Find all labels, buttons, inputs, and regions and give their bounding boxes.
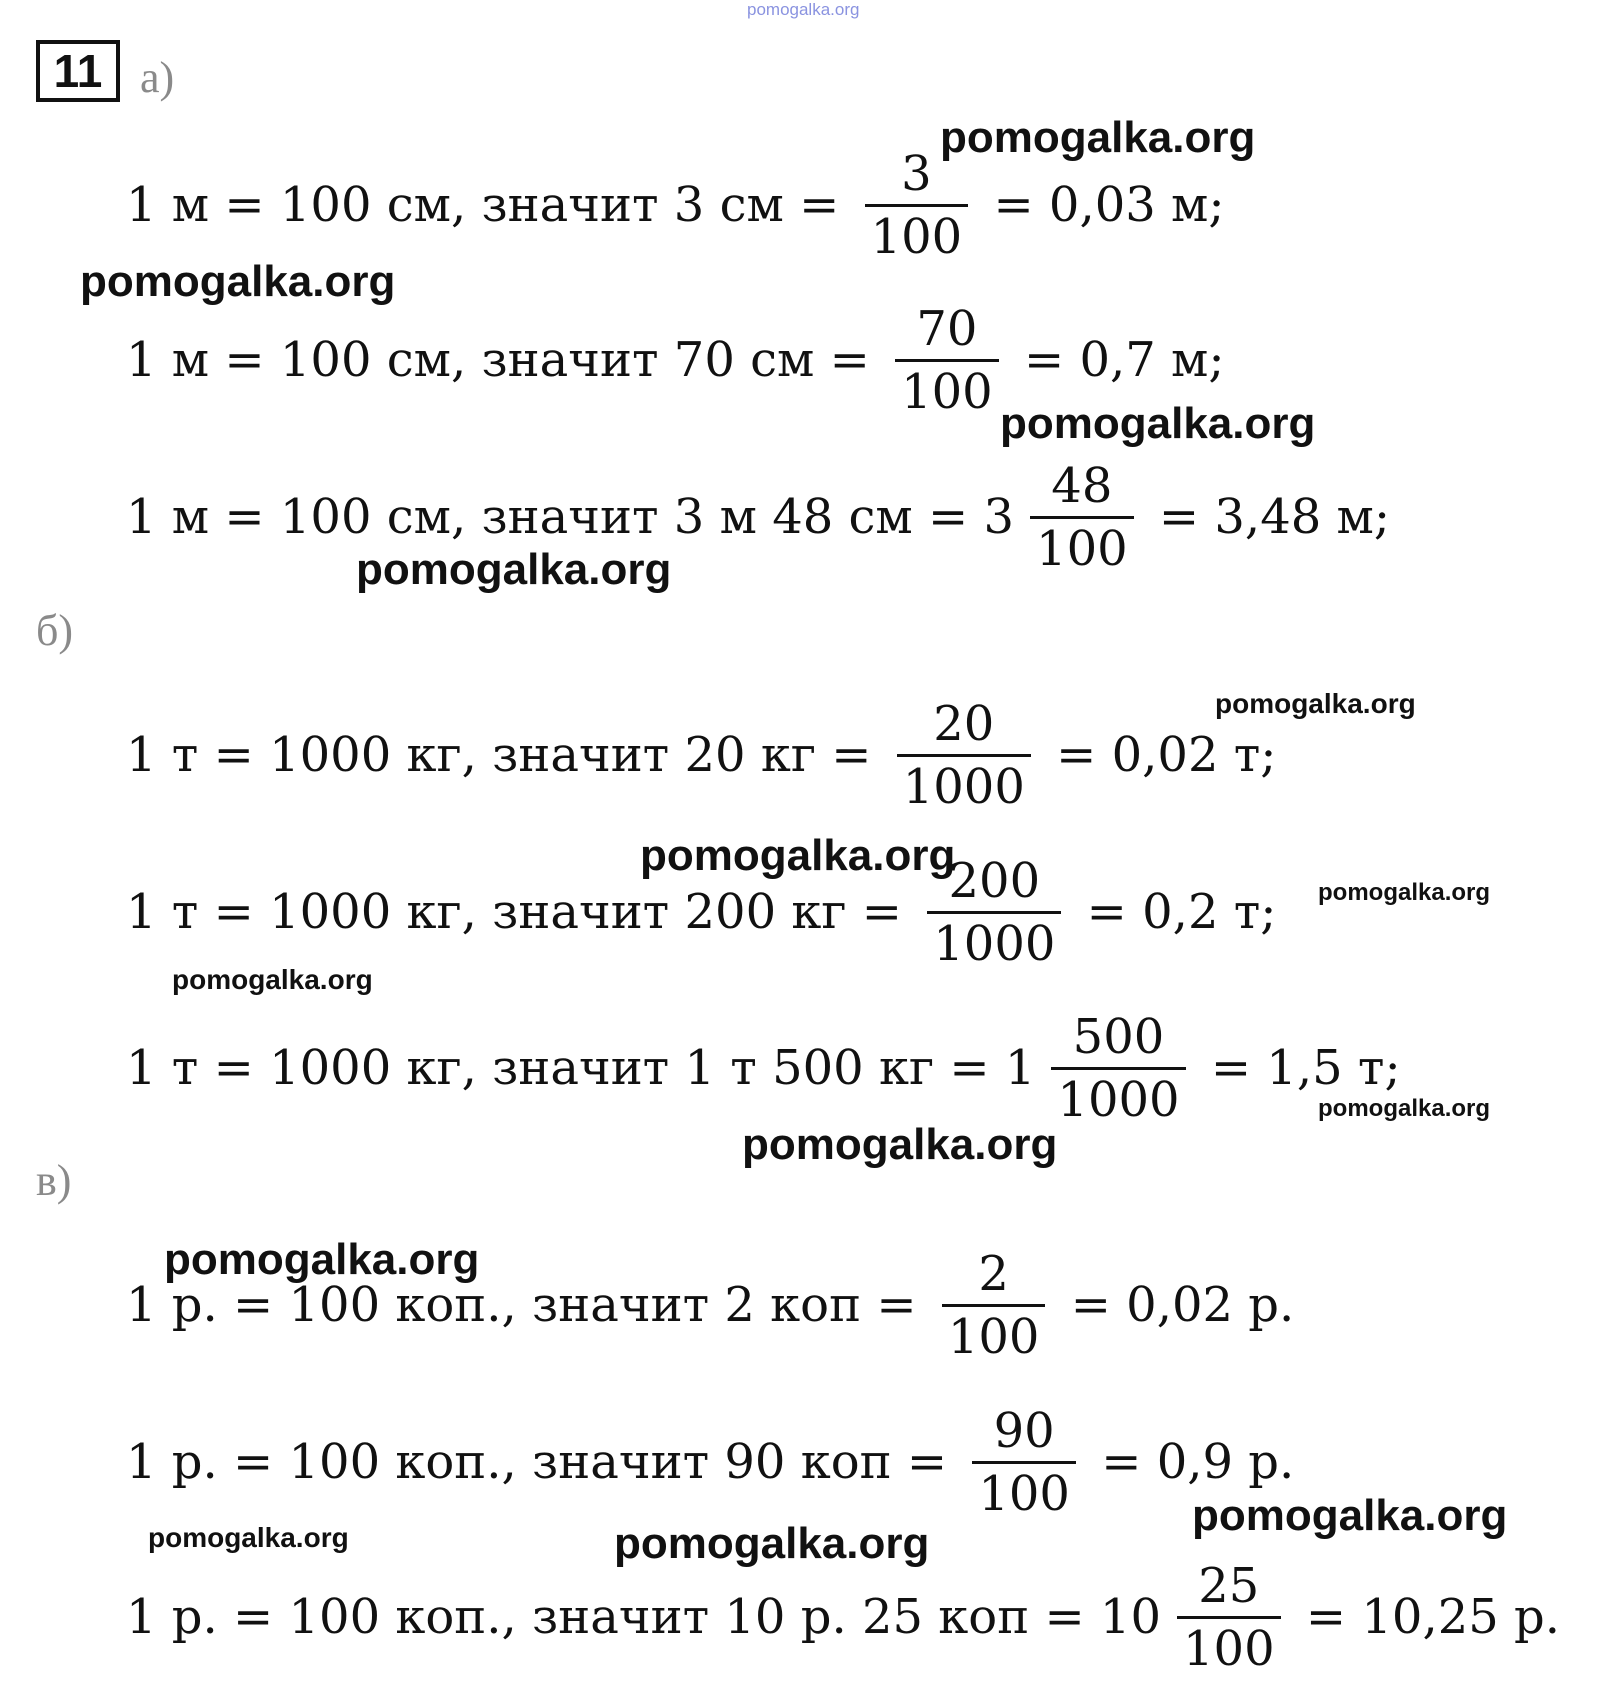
fraction-denominator: 100 xyxy=(978,1465,1070,1522)
part-label-v: в) xyxy=(36,1156,72,1205)
equation-lhs: 1 т = 1000 кг, значит 20 кг = xyxy=(126,727,887,783)
fraction-denominator: 1000 xyxy=(933,915,1056,972)
part-label-a: а) xyxy=(140,53,175,102)
fraction-numerator: 90 xyxy=(993,1402,1055,1459)
fraction-numerator: 48 xyxy=(1051,457,1113,514)
fraction-denominator: 100 xyxy=(1036,520,1128,577)
fraction-numerator: 200 xyxy=(948,852,1041,909)
fraction xyxy=(897,694,1031,817)
equation-rhs: = 0,03 м; xyxy=(978,177,1225,233)
fraction-numerator: 70 xyxy=(916,300,978,357)
fraction-denominator: 100 xyxy=(870,208,963,265)
equation-lhs: 1 р. = 100 коп., значит 2 коп = xyxy=(126,1277,932,1333)
fraction-numerator: 25 xyxy=(1198,1557,1260,1614)
fraction xyxy=(1051,1007,1185,1130)
watermark: pomogalka.org xyxy=(742,1120,1058,1169)
mixed-number-whole: 10 xyxy=(1099,1589,1161,1645)
fraction xyxy=(972,1401,1076,1524)
equation-b3 xyxy=(126,998,1401,1138)
equation-v3 xyxy=(126,1547,1560,1687)
equation-lhs: 1 р. = 100 коп., значит 10 р. 25 коп = xyxy=(126,1589,1100,1645)
equation-lhs: 1 м = 100 см, значит 3 м 48 см = xyxy=(126,489,984,545)
watermark: pomogalka.org xyxy=(356,545,672,594)
equation-rhs: = 0,02 р. xyxy=(1055,1277,1295,1333)
fraction xyxy=(1177,1556,1281,1679)
equation-lhs: 1 р. = 100 коп., значит 90 коп = xyxy=(126,1434,963,1490)
fraction-numerator: 3 xyxy=(901,145,932,202)
mixed-number-whole: 3 xyxy=(983,489,1015,545)
equation-rhs: = 1,5 т; xyxy=(1195,1040,1401,1096)
fraction-denominator: 100 xyxy=(901,363,993,420)
watermark: pomogalka.org xyxy=(1215,688,1416,719)
watermark: pomogalka.org xyxy=(1000,399,1316,448)
fraction-denominator: 1000 xyxy=(902,758,1025,815)
equation-b1 xyxy=(126,685,1276,825)
equation-rhs: = 10,25 р. xyxy=(1290,1589,1561,1645)
fraction-numerator: 20 xyxy=(933,695,995,752)
top-watermark: pomogalka.org xyxy=(747,0,860,19)
watermark: pomogalka.org xyxy=(1318,879,1491,906)
watermark: pomogalka.org xyxy=(148,1522,349,1553)
watermark: pomogalka.org xyxy=(80,257,396,306)
equation-a3 xyxy=(126,447,1390,587)
equation-lhs: 1 м = 100 см, значит 70 см = xyxy=(126,332,886,388)
watermark: pomogalka.org xyxy=(172,964,373,995)
fraction-denominator: 1000 xyxy=(1057,1071,1180,1128)
watermark: pomogalka.org xyxy=(640,831,956,880)
mixed-number-whole: 1 xyxy=(1004,1040,1036,1096)
fraction xyxy=(942,1244,1046,1367)
equation-v2 xyxy=(126,1392,1294,1532)
watermark: pomogalka.org xyxy=(1318,1095,1491,1122)
fraction xyxy=(895,299,999,422)
task-number-box: 11 xyxy=(36,40,120,102)
part-label-b: б) xyxy=(36,606,74,655)
equation-rhs: = 3,48 м; xyxy=(1143,489,1391,545)
watermark: pomogalka.org xyxy=(1192,1491,1508,1540)
fraction-denominator: 100 xyxy=(947,1308,1040,1365)
equation-lhs: 1 м = 100 см, значит 3 см = xyxy=(126,177,855,233)
equation-lhs: 1 т = 1000 кг, значит 200 кг = xyxy=(126,884,918,940)
fraction-numerator: 2 xyxy=(978,1245,1009,1302)
equation-rhs: = 0,9 р. xyxy=(1085,1434,1295,1490)
fraction-denominator: 100 xyxy=(1183,1620,1275,1677)
equation-lhs: 1 т = 1000 кг, значит 1 т 500 кг = xyxy=(126,1040,1005,1096)
watermark: pomogalka.org xyxy=(164,1235,480,1284)
fraction xyxy=(1030,456,1134,579)
equation-rhs: = 0,7 м; xyxy=(1008,332,1225,388)
equation-rhs: = 0,02 т; xyxy=(1040,727,1277,783)
watermark: pomogalka.org xyxy=(940,113,1256,162)
watermark: pomogalka.org xyxy=(614,1519,930,1568)
equation-rhs: = 0,2 т; xyxy=(1071,884,1277,940)
fraction-numerator: 500 xyxy=(1072,1008,1165,1065)
